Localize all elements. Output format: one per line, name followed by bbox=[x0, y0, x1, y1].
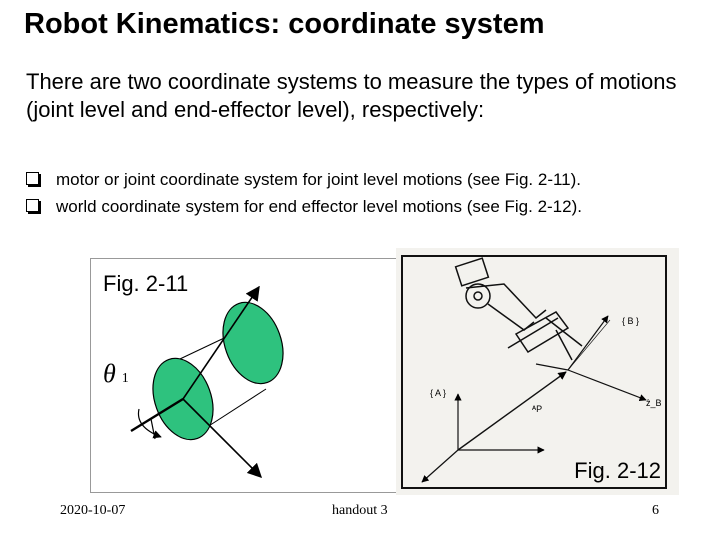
frame-b-label: { B } bbox=[622, 316, 640, 326]
frame-a-x-axis bbox=[422, 450, 458, 482]
frame-b-y-axis bbox=[568, 316, 608, 370]
position-vector-arrow bbox=[458, 372, 566, 450]
bullet-item bbox=[26, 166, 582, 193]
theta-symbol: θ bbox=[103, 359, 116, 388]
frame-a-label: { A } bbox=[430, 388, 447, 398]
footer-page-number: 6 bbox=[652, 503, 659, 518]
figure-label: Fig. 2-12 bbox=[574, 458, 661, 483]
vector-p-label: ᴬP bbox=[532, 404, 543, 414]
bullet-list bbox=[26, 166, 582, 220]
figure-world-coordinate-system bbox=[396, 248, 679, 495]
z-b-label: ẑ_B bbox=[646, 398, 662, 408]
figure-joint-coordinate-system bbox=[90, 258, 407, 493]
figure-label: Fig. 2-11 bbox=[103, 271, 189, 296]
frame-b-z-axis bbox=[568, 370, 646, 400]
footer-date: 2020-10-07 bbox=[60, 503, 126, 518]
theta-subscript: 1 bbox=[121, 371, 129, 386]
bullet-text: motor or joint coordinate system for joint level motions (see Fig. 2-11). bbox=[56, 169, 582, 189]
bullet-text: world coordinate system for end effector level motions (see Fig. 2-12). bbox=[56, 196, 582, 216]
theta-label bbox=[103, 359, 129, 389]
checkbox-bullet-icon bbox=[26, 199, 39, 212]
frame-b-x-axis bbox=[536, 364, 568, 370]
figure-border bbox=[402, 256, 666, 488]
slide-title: Robot Kinematics: coordinate system bbox=[24, 8, 545, 40]
bullet-item bbox=[26, 193, 582, 220]
intro-paragraph: There are two coordinate systems to measure the types of motions (joint level and end-effector level), respectively: bbox=[26, 69, 677, 122]
cylinder-far-end bbox=[212, 294, 293, 392]
frame-b-helper-line bbox=[568, 320, 610, 370]
robot-arm-sketch bbox=[456, 258, 582, 360]
rotation-tick-line bbox=[151, 419, 155, 439]
footer-center: handout 3 bbox=[332, 503, 388, 518]
checkbox-bullet-icon bbox=[26, 172, 39, 185]
